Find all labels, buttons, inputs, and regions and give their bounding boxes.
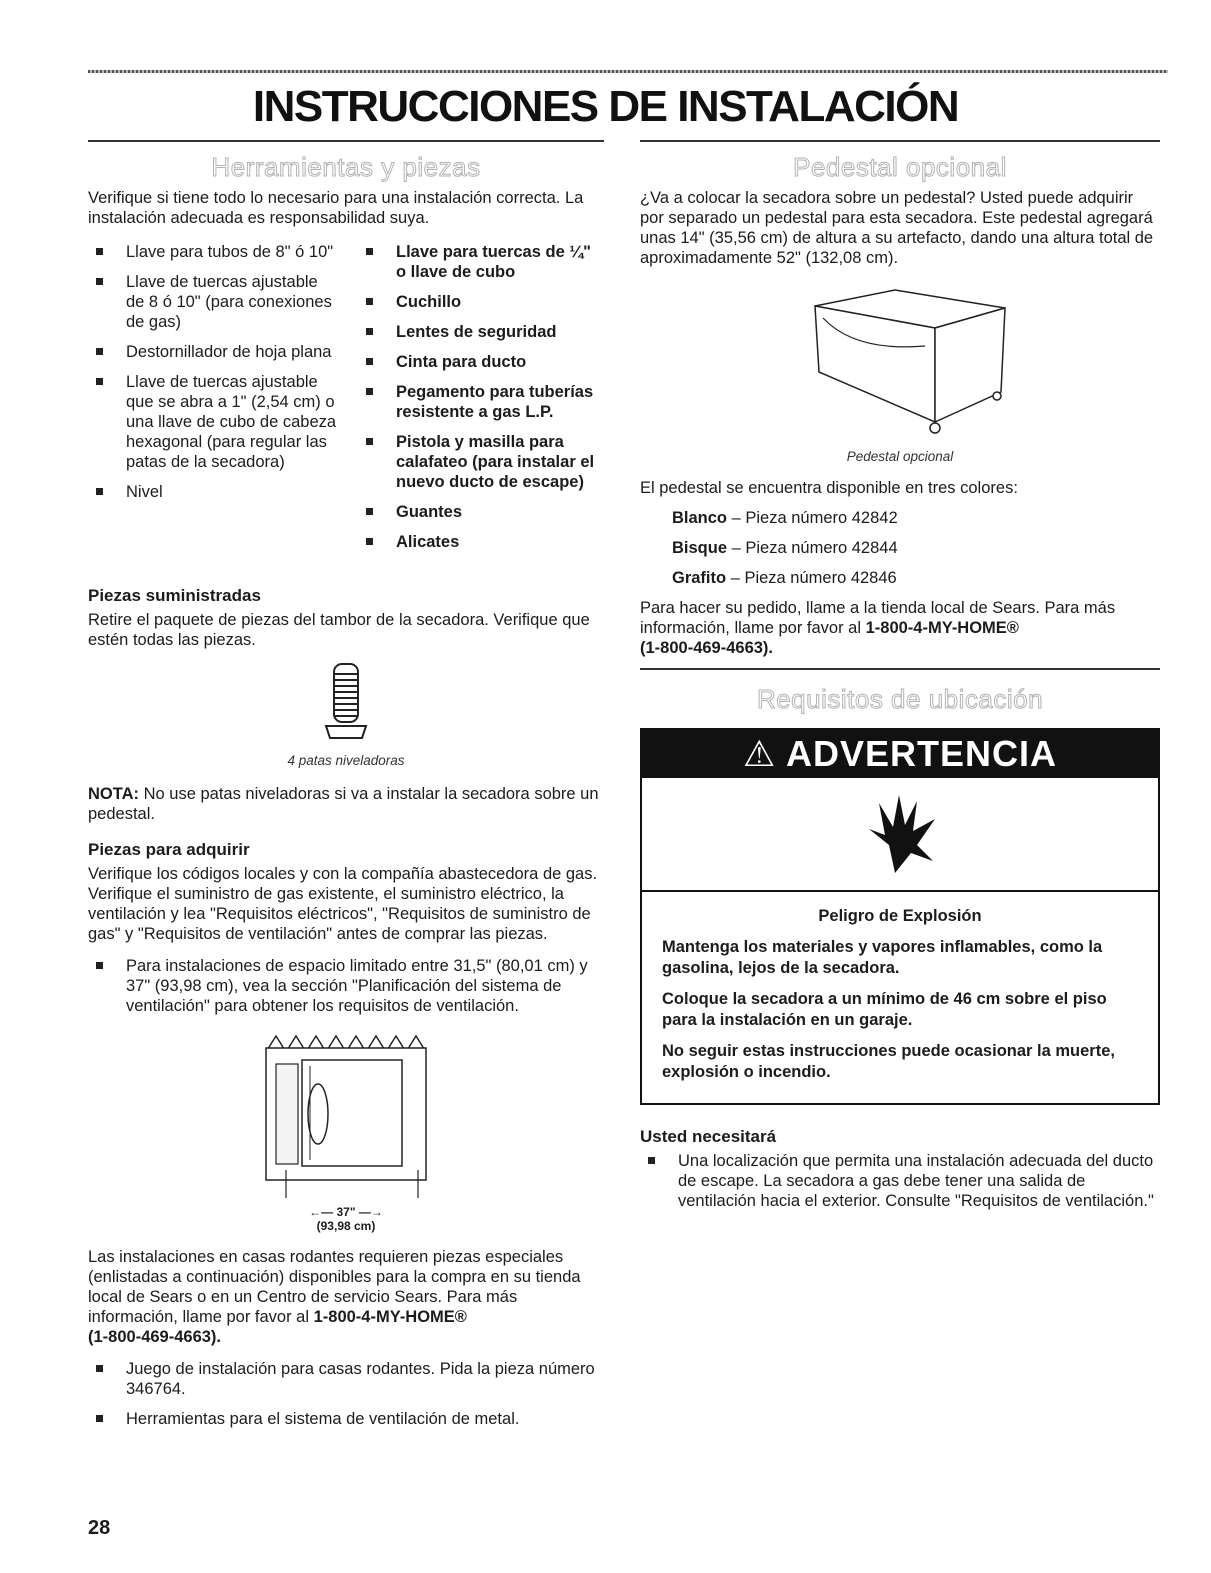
tools-intro: Verifique si tiene todo lo necesario para una instalación correcta. La instalación adecuada es responsabilidad suya. bbox=[88, 189, 584, 227]
dimension-inches: 37" bbox=[336, 1205, 356, 1219]
pedestal-text: ¿Va a colocar la secadora sobre un pedestal? Usted puede adquirir por separado un pedestal para esta secadora. Este pedestal agregará unas 14" (35,56 cm) de altura a su artefacto, dando una altura total de aproximadamente 52" (132,08 cm). bbox=[640, 189, 1154, 267]
supplied-heading: Piezas suministradas bbox=[88, 586, 261, 605]
order-text: Para hacer su pedido, llame a la tienda local de Sears. Para más información, llame por favor al bbox=[640, 599, 1116, 637]
color-part: – Pieza número 42842 bbox=[727, 509, 898, 527]
page-number: 28 bbox=[88, 1517, 111, 1539]
leveling-legs-caption: 4 patas niveladoras bbox=[287, 753, 405, 768]
page-title: INSTRUCCIONES DE INSTALACIÓN bbox=[252, 82, 959, 131]
section-rule bbox=[88, 140, 604, 142]
list-item: Guantes bbox=[358, 502, 604, 522]
list-item: Llave para tuercas de ¼" o llave de cubo bbox=[358, 242, 604, 282]
purchase-text: Verifique los códigos locales y con la compañía abastecedora de gas. Verifique el suministro de gas existente, el suministro eléctrico, la ventilación y lea "Requisitos eléctricos", "Requisitos de suministro de gas" y "Requisitos de ventilación" antes de comprar las piezas. bbox=[88, 865, 598, 943]
mobile-home-list bbox=[88, 1359, 604, 1429]
list-item: Destornillador de hoja plana bbox=[88, 342, 340, 362]
note-text: No use patas niveladoras si va a instalar la secadora sobre un pedestal. bbox=[88, 785, 599, 823]
note-paragraph bbox=[88, 784, 604, 824]
color-part: – Pieza número 42846 bbox=[726, 569, 897, 587]
warning-line: Coloque la secadora a un mínimo de 46 cm sobre el piso para la instalación en un garaje. bbox=[662, 990, 1107, 1029]
list-item: Cuchillo bbox=[358, 292, 604, 312]
tools-list-col1 bbox=[88, 242, 340, 562]
note-label: NOTA: bbox=[88, 785, 140, 803]
leveling-leg-icon bbox=[316, 660, 376, 746]
warning-header-label: ADVERTENCIA bbox=[785, 733, 1057, 774]
list-item: Pegamento para tuberías resistente a gas L.P. bbox=[358, 382, 604, 422]
mobile-home-text: Las instalaciones en casas rodantes requieren piezas especiales (enlistadas a continuación) disponibles para la compra en su tienda local de Sears o en un Centro de servicio Sears. Para más información, llame por favor al bbox=[88, 1248, 581, 1326]
need-list bbox=[640, 1151, 1160, 1211]
right-column bbox=[640, 140, 1160, 1221]
list-item: Para instalaciones de espacio limitado entre 31,5" (80,01 cm) y 37" (93,98 cm), vea la sección "Planificación del sistema de ventilación" para obtener los requisitos de ventilación. bbox=[88, 956, 604, 1016]
warning-line: No seguir estas instrucciones puede ocasionar la muerte, explosión o incendio. bbox=[662, 1042, 1115, 1081]
list-item: Nivel bbox=[88, 482, 340, 502]
color-option bbox=[672, 538, 1160, 558]
list-item: Lentes de seguridad bbox=[358, 322, 604, 342]
warning-line: Mantenga los materiales y vapores inflamables, como la gasolina, lejos de la secadora. bbox=[662, 938, 1103, 977]
dimension-cm: (93,98 cm) bbox=[316, 1219, 376, 1233]
list-item: Alicates bbox=[358, 532, 604, 552]
closet-diagram-icon bbox=[246, 1030, 446, 1220]
warning-box bbox=[640, 728, 1160, 1105]
list-item: Cinta para ducto bbox=[358, 352, 604, 372]
pedestal-drawer-icon bbox=[785, 282, 1015, 442]
phone-number-digits: (1-800-469-4663). bbox=[88, 1328, 221, 1346]
color-part: – Pieza número 42844 bbox=[727, 539, 898, 557]
phone-number: 1-800-4-MY-HOME® bbox=[865, 619, 1019, 637]
arrow-left-icon: ←— bbox=[309, 1205, 334, 1219]
colors-intro: El pedestal se encuentra disponible en tres colores: bbox=[640, 479, 1018, 497]
tools-list bbox=[88, 242, 604, 562]
phone-number: 1-800-4-MY-HOME® bbox=[313, 1308, 467, 1326]
list-item: Una localización que permita una instalación adecuada del ducto de escape. La secadora a gas debe tener una salida de ventilación hacia el exterior. Consulte "Requisitos de ventilación." bbox=[640, 1151, 1160, 1211]
pedestal-heading: Pedestal opcional bbox=[793, 152, 1007, 182]
explosion-icon bbox=[855, 789, 945, 879]
arrow-right-icon: —→ bbox=[358, 1205, 383, 1219]
section-rule bbox=[640, 140, 1160, 142]
order-paragraph bbox=[640, 598, 1160, 658]
list-item: Llave de tuercas ajustable de 8 ó 10" (para conexiones de gas) bbox=[88, 272, 340, 332]
color-name: Grafito bbox=[672, 569, 727, 587]
list-item: Juego de instalación para casas rodantes. Pida la pieza número 346764. bbox=[88, 1359, 604, 1399]
purchase-list bbox=[88, 956, 604, 1016]
closet-dimension-figure bbox=[88, 1030, 604, 1233]
mobile-home-paragraph bbox=[88, 1247, 604, 1347]
color-name: Bisque bbox=[672, 539, 728, 557]
warning-body bbox=[642, 892, 1158, 1103]
pedestal-caption: Pedestal opcional bbox=[846, 449, 954, 464]
closet-dimension-label bbox=[88, 1205, 604, 1233]
list-item: Llave para tubos de 8" ó 10" bbox=[88, 242, 340, 262]
location-heading: Requisitos de ubicación bbox=[756, 684, 1044, 714]
purchase-heading: Piezas para adquirir bbox=[88, 840, 250, 859]
top-dotted-rule bbox=[88, 70, 1168, 73]
explosion-icon-panel bbox=[642, 778, 1158, 892]
list-item: Pistola y masilla para calafateo (para instalar el nuevo ducto de escape) bbox=[358, 432, 604, 492]
list-item: Llave de tuercas ajustable que se abra a 1" (2,54 cm) o una llave de cubo de cabeza hexagonal (para regular las patas de la secadora) bbox=[88, 372, 340, 472]
need-heading: Usted necesitará bbox=[640, 1127, 777, 1146]
tools-list-col2 bbox=[358, 242, 604, 562]
color-name: Blanco bbox=[672, 509, 728, 527]
section-rule bbox=[640, 668, 1160, 670]
left-column bbox=[88, 140, 604, 1439]
warning-header bbox=[642, 730, 1158, 778]
leveling-legs-figure bbox=[88, 660, 604, 768]
phone-number-digits: (1-800-469-4663). bbox=[640, 639, 773, 657]
pedestal-figure bbox=[640, 282, 1160, 464]
list-item: Herramientas para el sistema de ventilación de metal. bbox=[88, 1409, 604, 1429]
tools-heading: Herramientas y piezas bbox=[211, 152, 481, 182]
warning-triangle-icon: ⚠ bbox=[743, 733, 777, 774]
supplied-text: Retire el paquete de piezas del tambor de la secadora. Verifique que estén todas las piezas. bbox=[88, 611, 590, 649]
warning-title: Peligro de Explosión bbox=[818, 907, 982, 925]
color-option bbox=[672, 508, 1160, 528]
color-option bbox=[672, 568, 1160, 588]
